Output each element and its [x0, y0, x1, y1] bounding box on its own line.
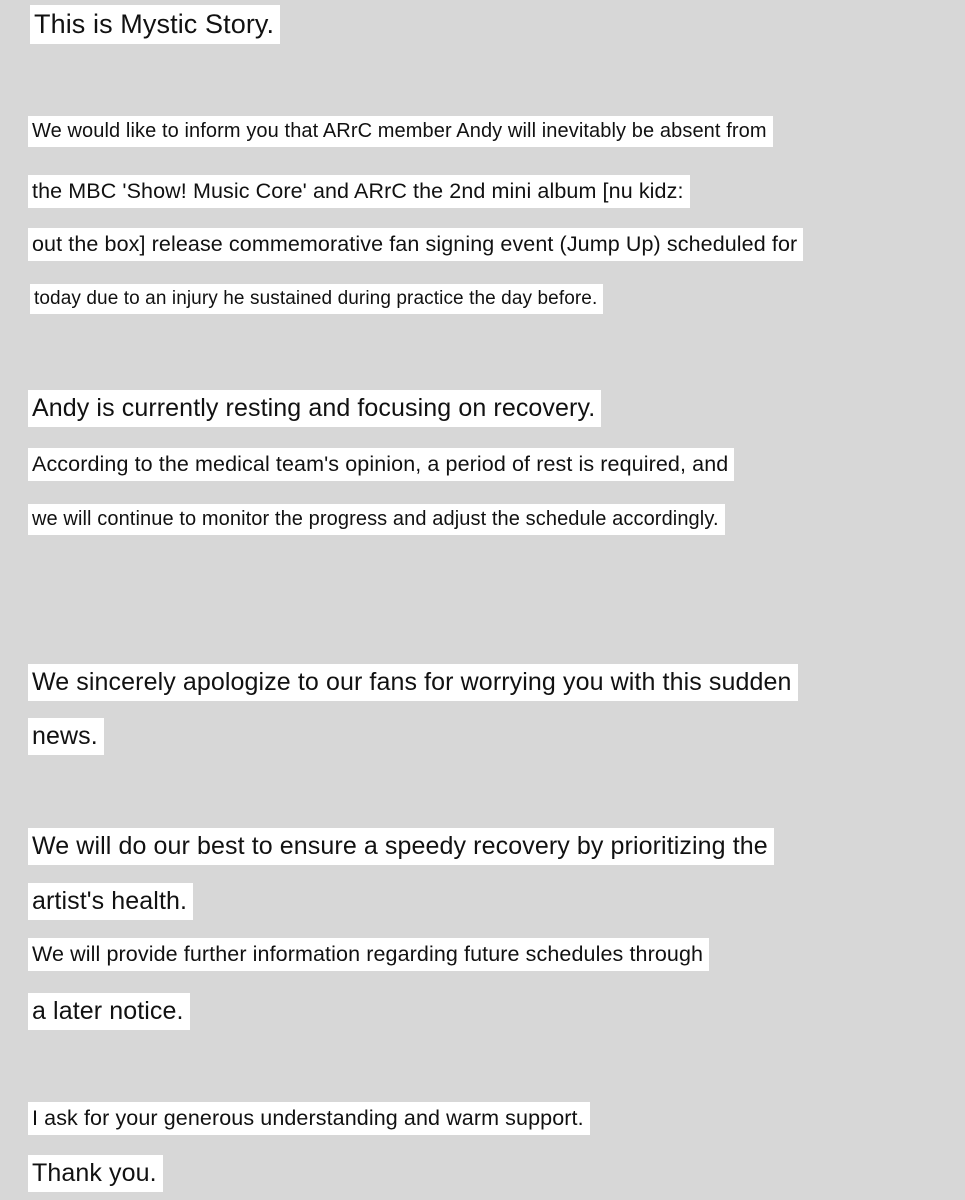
paragraph2-line2: According to the medical team's opinion, a period of rest is required, and	[28, 448, 734, 481]
paragraph4-line4: a later notice.	[28, 993, 190, 1030]
paragraph3-line2: news.	[28, 718, 104, 755]
paragraph2-line1: Andy is currently resting and focusing on recovery.	[28, 390, 601, 427]
notice-greeting: This is Mystic Story.	[30, 5, 280, 44]
paragraph4-line1: We will do our best to ensure a speedy recovery by prioritizing the	[28, 828, 774, 865]
paragraph5-line2: Thank you.	[28, 1155, 163, 1192]
paragraph5-line1: I ask for your generous understanding and warm support.	[28, 1102, 590, 1135]
paragraph4-line2: artist's health.	[28, 883, 193, 920]
paragraph1-line3: out the box] release commemorative fan signing event (Jump Up) scheduled for	[28, 228, 803, 261]
paragraph1-line4: today due to an injury he sustained during practice the day before.	[30, 284, 603, 314]
paragraph1-line2: the MBC 'Show! Music Core' and ARrC the 2nd mini album [nu kidz:	[28, 175, 690, 208]
paragraph3-line1: We sincerely apologize to our fans for worrying you with this sudden	[28, 664, 798, 701]
paragraph2-line3: we will continue to monitor the progress and adjust the schedule accordingly.	[28, 504, 725, 535]
paragraph4-line3: We will provide further information regarding future schedules through	[28, 938, 709, 971]
paragraph1-line1: We would like to inform you that ARrC member Andy will inevitably be absent from	[28, 116, 773, 147]
